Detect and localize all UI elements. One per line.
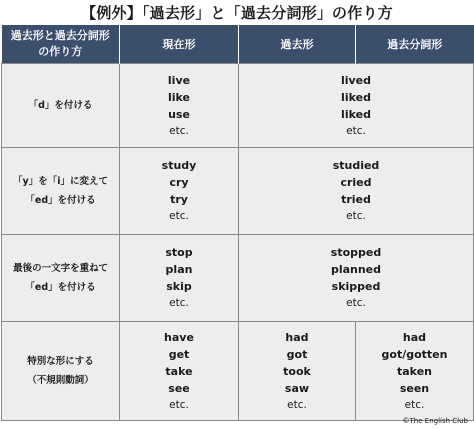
past-shared-cell: [239, 64, 474, 148]
verb-word: like: [167, 90, 191, 104]
verb-word: studied: [332, 159, 380, 172]
header-present: 現在形: [120, 25, 239, 64]
header-row: [2, 25, 474, 64]
row-method: [2, 148, 120, 235]
verb-word: lived: [340, 73, 372, 87]
etc-label: etc.: [169, 297, 189, 309]
verb-word: have: [164, 330, 194, 344]
row-method-line: 「ed」を付ける: [25, 282, 96, 293]
table-row: [2, 148, 474, 235]
verb-word: live: [167, 73, 191, 87]
row-method: [2, 235, 120, 322]
copyright-notice: ©The English Club: [402, 417, 468, 425]
row-method: [2, 64, 120, 148]
verb-word: stop: [165, 246, 193, 259]
present-cell: [120, 235, 239, 322]
etc-label: etc.: [287, 398, 307, 411]
verb-word: skip: [166, 280, 192, 293]
verb-word: plan: [165, 263, 193, 276]
verb-word: tried: [341, 193, 371, 206]
row-method-line: （不規則動詞）: [27, 375, 94, 386]
verb-word: taken: [397, 364, 432, 378]
row-method-line: 最後の一文字を重ねて: [13, 263, 108, 274]
participle-cell: [356, 322, 474, 421]
verb-word: study: [161, 159, 197, 172]
row-method: [2, 322, 120, 421]
row-method-line: 特別な形にする: [27, 356, 94, 367]
verb-word: try: [170, 193, 188, 206]
verb-word: see: [168, 381, 190, 395]
table-row: [2, 322, 474, 421]
verb-word: stopped: [330, 246, 382, 259]
header-method-line2: の作り方: [38, 45, 83, 58]
verb-word: saw: [284, 381, 310, 395]
verb-word: get: [168, 347, 190, 361]
verb-word: use: [168, 107, 190, 121]
verb-word: planned: [330, 263, 382, 276]
row-method-line: 「y」を「i」に変えて: [13, 176, 108, 187]
table-row: [2, 235, 474, 322]
verb-word: got/gotten: [381, 347, 448, 361]
verb-word: seen: [399, 381, 430, 395]
row-method-line: 「ed」を付ける: [25, 195, 96, 206]
present-cell: [120, 148, 239, 235]
verb-word: liked: [341, 90, 371, 104]
header-past: 過去形: [239, 25, 356, 64]
verb-word: cried: [340, 176, 372, 189]
past-cell: [239, 322, 356, 421]
etc-label: etc.: [346, 297, 366, 309]
past-shared-cell: [239, 235, 474, 322]
past-shared-cell: [239, 148, 474, 235]
verb-word: had: [402, 330, 427, 344]
table-row: [2, 64, 474, 148]
row-method-line: 「d」を付ける: [28, 100, 93, 111]
verb-word: cry: [169, 176, 189, 189]
verb-word: got: [286, 347, 308, 361]
verb-word: had: [285, 330, 309, 344]
etc-label: etc.: [346, 124, 366, 137]
verb-forms-table: [1, 25, 474, 421]
etc-label: etc.: [346, 210, 366, 222]
verb-word: take: [165, 364, 193, 378]
present-cell: [120, 64, 239, 148]
verb-word: skipped: [331, 280, 381, 293]
etc-label: etc.: [169, 398, 189, 411]
etc-label: etc.: [169, 124, 189, 137]
etc-label: etc.: [404, 398, 425, 411]
header-method: [2, 25, 120, 64]
header-participle: 過去分詞形: [356, 25, 474, 64]
verb-word: took: [283, 364, 311, 378]
page-title: 【例外】「過去形」と「過去分詞形」の作り方: [81, 4, 393, 22]
verb-word: liked: [341, 107, 371, 121]
present-cell: [120, 322, 239, 421]
header-method-line1: 過去形と過去分詞形: [10, 29, 110, 42]
etc-label: etc.: [169, 210, 189, 222]
